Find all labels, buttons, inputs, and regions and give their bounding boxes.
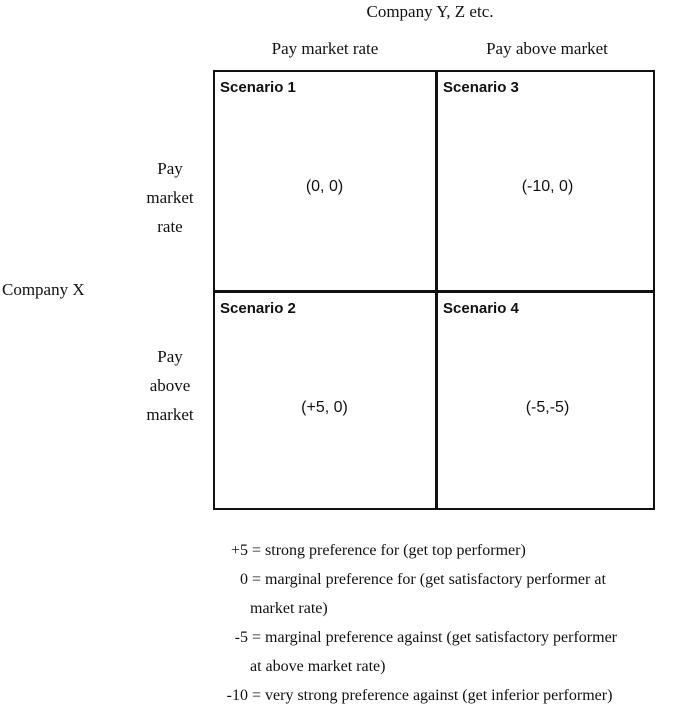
row-header-above-market — [140, 342, 200, 429]
scenario-title: Scenario 1 — [220, 79, 296, 96]
column-player-label: Company Y, Z etc. — [366, 2, 494, 21]
column-header-market-rate: Pay market rate — [271, 39, 379, 58]
row-header-line: market — [146, 188, 194, 207]
legend-text: = marginal preference against (get satisfactory performer — [252, 629, 617, 646]
payoff-matrix — [213, 70, 655, 510]
legend-text: = strong preference for (get top performer) — [252, 542, 526, 559]
scenario-4-cell — [438, 293, 657, 510]
scenario-payoff: (0, 0) — [305, 178, 344, 195]
row-header-line: market — [146, 405, 194, 424]
scenario-payoff: (+5, 0) — [301, 399, 348, 416]
legend-code: +5 — [230, 542, 248, 559]
scenario-payoff: (-10, 0) — [521, 178, 574, 195]
legend-text: = very strong preference against (get inferior performer) — [252, 687, 613, 704]
legend-code: -5 — [234, 629, 248, 646]
legend-item — [200, 565, 685, 594]
legend-item-continuation: at above market rate) — [250, 658, 386, 675]
scenario-1-cell — [215, 72, 434, 289]
legend-text: = marginal preference for (get satisfactory performer at — [252, 571, 606, 588]
legend-item — [200, 536, 685, 565]
row-header-line: above — [149, 376, 191, 395]
legend-item-continuation: market rate) — [250, 600, 328, 617]
scenario-3-cell — [438, 72, 657, 289]
scenario-title: Scenario 3 — [443, 79, 519, 96]
column-header-above-market: Pay above market — [486, 39, 608, 58]
scenario-title: Scenario 2 — [220, 300, 296, 317]
row-header-line: Pay — [157, 159, 183, 178]
legend-code: 0 — [240, 571, 248, 588]
row-header-line: Pay — [157, 347, 183, 366]
payoff-legend — [200, 536, 685, 710]
row-header-market-rate — [140, 154, 200, 241]
row-player-label: Company X — [2, 280, 85, 299]
legend-item — [200, 623, 685, 652]
scenario-title: Scenario 4 — [443, 300, 519, 317]
scenario-payoff: (-5,-5) — [525, 399, 570, 416]
legend-code: -10 — [226, 687, 248, 704]
legend-item — [200, 681, 685, 710]
scenario-2-cell — [215, 293, 434, 510]
row-header-line: rate — [157, 217, 183, 236]
